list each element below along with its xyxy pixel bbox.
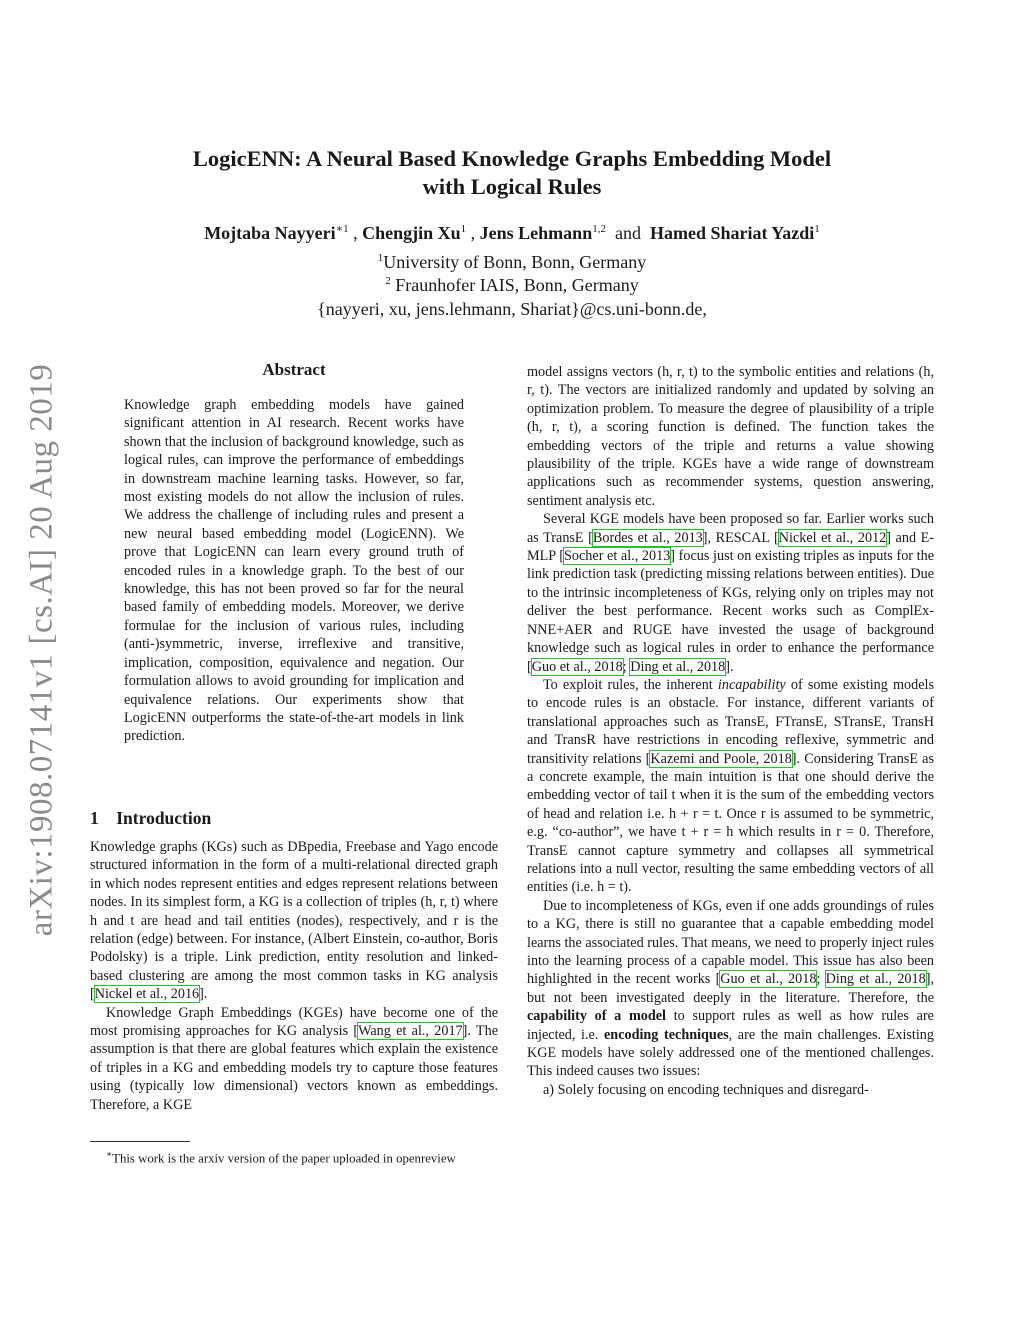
- abstract-body: Knowledge graph embedding models have gained significant attention in AI research. Recent works have shown that the inclusion of background knowledge, such as logical rules, can improve the performance of embeddings in downstream machine learning tasks. However, so far, most existing models do not allow the inclusion of rules. We address the challenge of including rules and present a new neural based embedding model (LogicENN). We prove that LogicENN can learn every ground truth of encoded rules in a knowledge graph. To the best of our knowledge, this has not been proved so far for the neural based family of embedding models. Moreover, we derive formulae for the inclusion of various rules, including (anti-)symmetric, inverse, irreflexive and transitive, implication, composition, equivalence and negation. Our formulation allows to avoid grounding for implication and equivalence relations. Our experiments show that LogicENN outperforms the state-of-the-art models in link prediction.: [124, 397, 464, 745]
- arxiv-sidebar: [12, 355, 72, 945]
- right-paragraph-5: a) Solely focusing on encoding techniques and disregard-: [543, 1081, 869, 1098]
- aff2-sup: 2: [385, 275, 391, 287]
- author-3: Jens Lehmann: [479, 223, 593, 243]
- rp4-e: , are the main challenges. Existing KGE models have solely addressed one of the mentioned challenges. This indeed causes two issues:: [527, 1026, 934, 1080]
- author-1-sup: ∗1: [335, 223, 349, 235]
- citation-kazemi-2018[interactable]: Kazemi and Poole, 2018: [650, 750, 792, 767]
- right-paragraph-3: [527, 676, 934, 897]
- arxiv-identifier: arXiv:1908.07141v1 [cs.AI] 20 Aug 2019: [23, 363, 60, 937]
- citation-nickel-2012[interactable]: Nickel et al., 2012: [778, 529, 887, 546]
- rp3-a: To exploit rules, the inherent: [543, 676, 718, 693]
- introduction-body: [90, 838, 498, 1114]
- rp3-b: of some existing models to encode rules is an obstacle. For instance, different variants of translational approaches such as TransE, FTransE, STransE, TransH and TransR have restrictions in encoding reflexive, symmetric and transitivity relations [: [527, 676, 934, 767]
- intro-paragraph-1: [90, 838, 498, 1004]
- rp4-d: to support rules as well as how rules are injected, i.e.: [527, 1008, 934, 1043]
- rp2-d: ] focus just on existing triples as inputs for the link prediction task (predicting missing relations between entities). Due to the intrinsic incompleteness of KGs, relying only on triples may not deliver the best performance. Recent works such as ComplEx-NNE+AER and RUGE have invested the usage of background knowledge such as logical rules in order to enhance the performance [: [527, 548, 934, 675]
- footnote-rule: [90, 1141, 190, 1142]
- right-column: [527, 363, 934, 1099]
- aff2-text: Fraunhofer IAIS, Bonn, Germany: [395, 275, 639, 295]
- author-list: Mojtaba Nayyeri$^{∗1}$ , Chengjin Xu$^1$ , Jens Lehmann$^{1,2}$ and Hamed Shariat Yazdi$^1$: [204, 223, 820, 243]
- rp4-a: Due to incompleteness of KGs, even if one adds groundings of rules to a KG, there is still no guarantee that a capable embedding model learns the associated rules. That means, we need to properly inject rules into the learning process of a capable model. This issue has also been highlighted in the recent works [: [527, 897, 934, 988]
- affiliation-1: [0, 252, 1024, 273]
- intro-paragraph-2: [90, 1004, 498, 1114]
- intro-p1-end: ].: [199, 986, 208, 1003]
- rp4-bold1: capability of a model: [527, 1008, 666, 1025]
- rp4-bold2: encoding techniques: [604, 1026, 729, 1043]
- citation-wang-2017[interactable]: Wang et al., 2017: [358, 1023, 463, 1040]
- citation-bordes-2013[interactable]: Bordes et al., 2013: [592, 529, 703, 546]
- author-3-sup: 1,2: [592, 223, 606, 235]
- footnote-mark: ∗: [106, 1149, 113, 1159]
- title-line-2: with Logical Rules: [422, 174, 602, 199]
- citation-ding-2018[interactable]: Ding et al., 2018: [630, 658, 726, 675]
- affiliation-2: [0, 275, 1024, 296]
- rp2-e: ;: [622, 658, 631, 675]
- abstract-heading: Abstract: [262, 360, 326, 379]
- rp4-c: ], but not been investigated deeply in the literature. Therefore, the: [527, 971, 934, 1006]
- paper-title: [0, 145, 1024, 201]
- footnote: [90, 1146, 498, 1166]
- author-and: and: [614, 223, 641, 243]
- right-paragraph-4: [527, 897, 934, 1081]
- rp4-b: ;: [816, 971, 826, 988]
- intro-p2-end: ]. The assumption is that there are global features which explain the existence of triples in a KG and embedding models try to capture those features using (typically low dimensional) vectors known as embeddings. Therefore, a KGE: [90, 1023, 498, 1113]
- author-2-sup: 1: [460, 223, 467, 235]
- rp3-c: ]. Considering TransE as a concrete example, the main intuition is that one should derive the embedding vector of tail t when it is the sum of the embedding vectors of head and relation i.e. h + r = t. Once r is assumed to be symmetric, e.g. “co-author”, we have t + r = h which results in r = 0. Therefore, TransE cannot capture symmetry and collapses all symmetrical relations into a null vector, resulting the same embedding vectors of all entities (i.e. h = t).: [527, 750, 934, 896]
- aff1-sup: 1: [377, 252, 384, 264]
- author-1: Mojtaba Nayyeri: [204, 223, 336, 243]
- right-paragraph-2: [527, 510, 934, 676]
- author-2: Chengjin Xu: [362, 223, 461, 243]
- citation-nickel-2016[interactable]: Nickel et al., 2016: [94, 986, 200, 1003]
- author-4-sup: 1: [814, 223, 820, 235]
- right-paragraph-1: model assigns vectors (h, r, t) to the symbolic entities and relations (h, r, t). The vectors are initialized randomly and updated by solving an optimization problem. To measure the degree of plausibility of a triple (h, r, t), a scoring function is defined. The function takes the embedding vectors of the triple and returns a value showing plausibility of the triple. KGEs have a wide range of downstream applications such as recommender systems, question answering, sentiment analysis etc.: [527, 364, 934, 509]
- intro-p2-text: Knowledge Graph Embeddings (KGEs) have become one of the most promising approaches for KG analysis [: [90, 1004, 498, 1040]
- citation-ding-2018-b[interactable]: Ding et al., 2018: [825, 971, 926, 988]
- author-4: Hamed Shariat Yazdi: [649, 223, 815, 243]
- section-heading-introduction: 1 Introduction: [90, 808, 212, 828]
- citation-guo-2018[interactable]: Guo et al., 2018: [531, 658, 623, 675]
- title-line-1: LogicENN: A Neural Based Knowledge Graphs Embedding Model: [192, 146, 832, 171]
- rp3-em: incapability: [717, 676, 786, 693]
- rp2-c: ] and E-MLP [: [527, 529, 935, 565]
- rp2-f: ].: [725, 658, 734, 675]
- rp2-b: ], RESCAL [: [702, 529, 779, 546]
- aff1-text: University of Bonn, Bonn, Germany: [383, 252, 647, 272]
- citation-socher-2013[interactable]: Socher et al., 2013: [564, 548, 671, 565]
- footnote-text: This work is the arxiv version of the paper uploaded in openreview: [112, 1151, 456, 1166]
- rp2-a: Several KGE models have been proposed so far. Earlier works such as TransE [: [527, 511, 934, 546]
- citation-guo-2018-b[interactable]: Guo et al., 2018: [720, 971, 817, 988]
- author-emails: {nayyeri, xu, jens.lehmann, Shariat}@cs.uni-bonn.de,: [317, 299, 707, 319]
- intro-p1-text: Knowledge graphs (KGs) such as DBpedia, Freebase and Yago encode structured information in the form of a multi-relational directed graph in which nodes represent entities and edges represent relations between nodes. In its simplest form, a KG is a collection of triples (h, r, t) where h and t are head and tail entities (nodes), respectively, and r is the relation (edge) between. For instance, (Albert Einstein, co-author, Boris Podolsky) is a triple. Link prediction, entity resolution and linked-based clustering are among the most common tasks in KG analysis [: [90, 839, 498, 1003]
